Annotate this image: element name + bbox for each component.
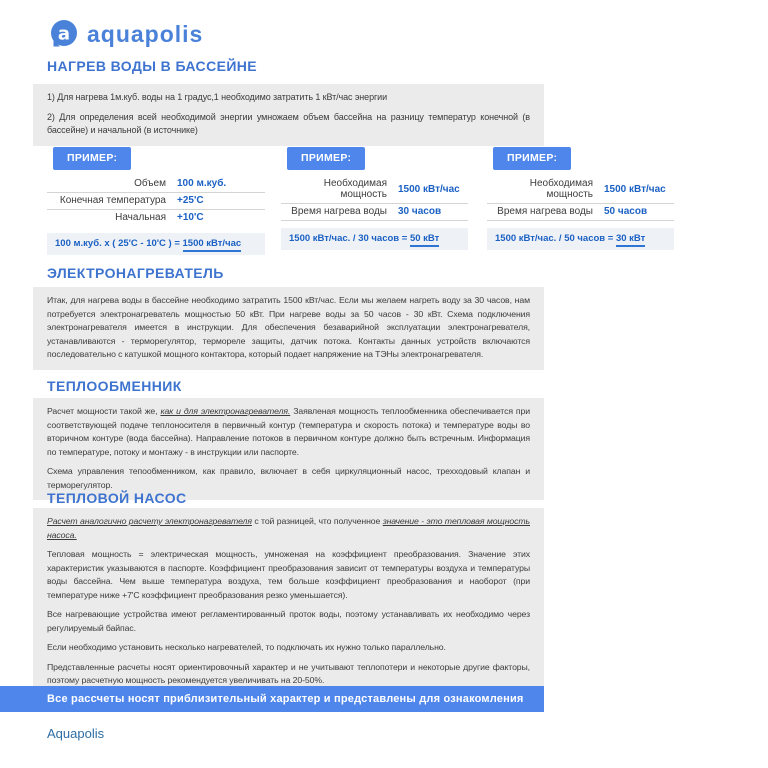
table-row (281, 204, 468, 221)
example-table-3 (487, 176, 674, 221)
paragraph: Все нагревающие устройства имеют регламентированный проток воды, поэтому устанавливать их необходимо через регулируемый байпас. (47, 609, 530, 633)
formula-box-2 (281, 228, 468, 250)
row-value: 30 часов (398, 206, 442, 217)
logo-text: aquapolis (87, 20, 204, 47)
link-calc-electric-heater[interactable]: Расчет аналогично расчету электронагревателя (47, 516, 252, 526)
aquapolis-logo[interactable] (49, 19, 203, 49)
row-label: Необходимая мощность (323, 178, 387, 200)
row-value: 50 часов (604, 206, 648, 217)
table-row (47, 193, 265, 210)
section-box-electric-heater (33, 287, 544, 370)
paragraph: Представленные расчеты носят ориентировочный характер и не учитывают теплопотери и некоторые другие факторы, поэтому расчетную мощность рекомендуется увеличивать на 20-50%. (47, 661, 530, 685)
formula-result: 1500 кВт/час (183, 238, 242, 252)
example-table-1 (47, 176, 265, 226)
text-segment: с той разницей, что полученное (251, 516, 383, 526)
text-segment: Заявленая мощность теплообменника обеспечивается при соответствующей подаче теплоносителя в первичный контур (температура и скорость потока) и температуре воды во вторичном контуре (вода бассейна). Направление потоков в первичном контуре должно быть встречным. Информация по температуре, потоку и монтажу - в инструкции или паспорте. (47, 406, 530, 457)
svg-text:a: a (57, 23, 71, 45)
formula-text: 100 м.куб. х ( 25'С - 10'С ) = (55, 238, 180, 249)
row-value: 1500 кВт/час (604, 183, 666, 195)
brand-link[interactable]: Aquapolis (47, 726, 105, 741)
row-value: +10'С (177, 212, 204, 223)
section-box-heat-pump (33, 508, 544, 696)
row-label: Конечная температура (59, 195, 166, 206)
paragraph: Тепловая мощность = электрическая мощность, умноженая на коэффициент преобразования. Значение этих характеристик указываются в паспорте. Коэффициент преобразования зависит от температуры воздуха и температуры воды бассейна. Чем выше температура воздуха, тем больше коэффициент преобразования и наоборот (при температуре ниже +7'С коэффициент преобразования резко уменьшается). (47, 549, 530, 600)
section-title-heat-pump: ТЕПЛОВОЙ НАСОС (47, 490, 187, 506)
table-row (487, 204, 674, 221)
example-table-2 (281, 176, 468, 221)
example-block-1 (47, 147, 265, 255)
text-segment: Расчет мощности такой же, (47, 406, 161, 416)
footer-banner: Все рассчеты носят приблизительный характер и представлены для ознакомления (0, 686, 544, 712)
formula-box-3 (487, 228, 674, 250)
paragraph (47, 405, 530, 459)
example-block-2 (281, 147, 468, 250)
row-label: Начальная (115, 212, 166, 223)
example-button-2[interactable]: ПРИМЕР: (287, 147, 365, 170)
section-box-heat-exchanger (33, 398, 544, 500)
table-row (281, 176, 468, 204)
page-title: НАГРЕВ ВОДЫ В БАССЕЙНЕ (47, 58, 258, 74)
formula-text: 1500 кВт/час. / 50 часов = (495, 233, 614, 244)
link-electric-heater[interactable]: как и для электронагревателя. (160, 406, 291, 416)
table-row (487, 176, 674, 204)
intro-line-2: 2) Для определения всей необходимой энергии умножаем объем бассейна на разницу температур конечной (в бассейне) и начальной (в источнике) (47, 111, 530, 135)
paragraph: Схема управления тепообменником, как правило, включает в себя циркуляционный насос, трехходовый клапан и терморегулятор. (47, 466, 530, 490)
row-label: Время нагрева воды (497, 206, 593, 217)
aquapolis-logo-icon (49, 19, 79, 49)
paragraph: Итак, для нагрева воды в бассейне необходимо затратить 1500 кВт/час. Если мы желаем нагреть воду за 30 часов, нам потребуется электронагреватель мощностью 50 кВт. При нагреве воды за 50 часов - 30 кВт. Схема подключения электронагревателя имеется в инструкции. Для обеспечения безаварийной эксплуатации электронагревателя, устанавливаются - терморегулятор, термореле защиты, датчик потока. Контакты данных устройств включаются последовательно с катушкой мощного контактора, который подает напряжение на ТЭНы электронагревателя. (47, 295, 530, 359)
example-block-3 (487, 147, 674, 250)
intro-box (33, 84, 544, 146)
paragraph (47, 515, 530, 542)
row-label: Объем (134, 178, 166, 189)
section-title-electric-heater: ЭЛЕКТРОНАГРЕВАТЕЛЬ (47, 265, 224, 281)
row-label: Необходимая мощность (529, 178, 593, 200)
formula-box-1 (47, 233, 265, 255)
formula-text: 1500 кВт/час. / 30 часов = (289, 233, 408, 244)
formula-result: 30 кВт (616, 233, 645, 247)
example-button-1[interactable]: ПРИМЕР: (53, 147, 131, 170)
row-value: 1500 кВт/час (398, 183, 460, 195)
row-value: +25'С (177, 195, 204, 206)
paragraph: Если необходимо установить несколько нагревателей, то подключать их нужно только параллельно. (47, 642, 446, 652)
intro-line-1: 1) Для нагрева 1м.куб. воды на 1 градус,1 необходимо затратить 1 кВт/час энергии (47, 92, 388, 102)
example-button-3[interactable]: ПРИМЕР: (493, 147, 571, 170)
row-value: 100 м.куб. (177, 178, 227, 189)
table-row (47, 176, 265, 193)
link-heat-power-value[interactable]: значение - это тепловая мощность насоса. (47, 516, 530, 540)
row-label: Время нагрева воды (291, 206, 387, 217)
table-row (47, 210, 265, 226)
section-title-heat-exchanger: ТЕПЛООБМЕННИК (47, 378, 182, 394)
formula-result: 50 кВт (410, 233, 439, 247)
